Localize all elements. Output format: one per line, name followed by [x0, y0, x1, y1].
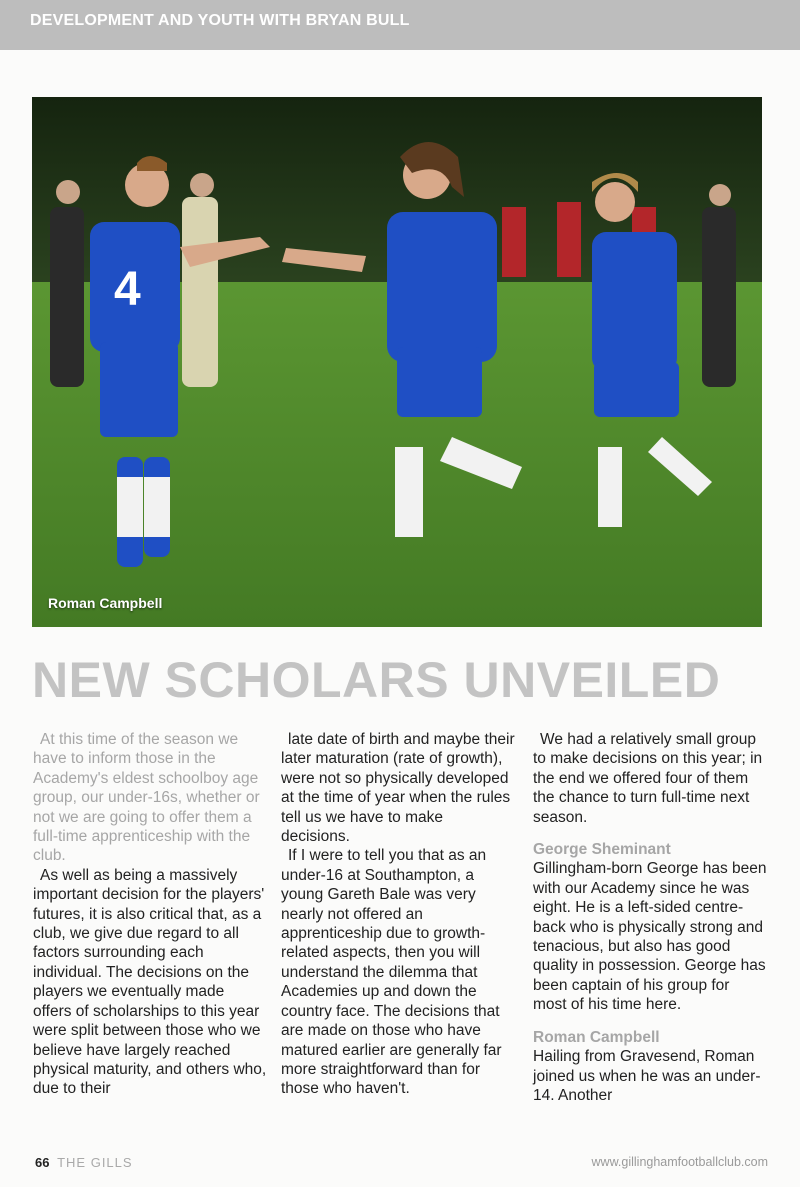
article-paragraph: As well as being a massively important decision for the players' futures, it is also critical that, as a club, we give due regard to all factors surrounding each individual. The decisions on the players we eventually made offers of scholarships to this year were split between those who we believe have largely reached physical maturity, and others who, due to their [33, 866, 267, 1098]
article-paragraph: Gillingham-born George has been with our Academy since he was eight. He is a left-sided centre-back who is physically strong and tenacious, but also has good quality in possession. George has been captain of his group for most of his time here. [533, 860, 767, 1014]
website-url: www.gillinghamfootballclub.com [591, 1155, 768, 1169]
article-column-1 [33, 730, 267, 1099]
match-photo [32, 97, 762, 627]
shirt-number: 4 [114, 263, 141, 316]
article-paragraph: If I were to tell you that as an under-16 at Southampton, a young Gareth Bale was very nearly not offered an apprenticeship due to growth-related aspects, then you will understand the dilemma that Academies up and down the country face. The decisions that are made on those who have matured earlier are generally far more straightforward than for those who haven't. [281, 847, 502, 1098]
section-title: DEVELOPMENT AND YOUTH WITH BRYAN BULL [30, 12, 410, 29]
photo-caption: Roman Campbell [48, 595, 163, 611]
article-paragraph: Hailing from Gravesend, Roman joined us when he was an under-14. Another [533, 1048, 761, 1104]
article-paragraph: We had a relatively small group to make decisions on this year; in the end we offered four of them the chance to turn full-time next season. [533, 731, 763, 826]
player-subheading: George Sheminant [533, 841, 671, 859]
article-intro: At this time of the season we have to inform those in the Academy's eldest schoolboy age group, our under-16s, whether or not we are going to offer them a full-time apprenticeship with the club. [33, 731, 260, 865]
article-column-3 [533, 730, 767, 1105]
page-number: 66 [35, 1155, 50, 1170]
page-footer-left [35, 1155, 133, 1170]
article-column-2 [281, 730, 515, 1099]
match-photo-illustration [32, 97, 762, 627]
article-paragraph: late date of birth and maybe their later maturation (rate of growth), were not so physically developed at the time of year when the rules tell us we have to make decisions. [281, 731, 515, 846]
player-subheading: Roman Campbell [533, 1028, 660, 1046]
section-header-bar [0, 0, 800, 50]
magazine-name: THE GILLS [57, 1155, 133, 1170]
article-headline: NEW SCHOLARS UNVEILED [32, 652, 721, 708]
